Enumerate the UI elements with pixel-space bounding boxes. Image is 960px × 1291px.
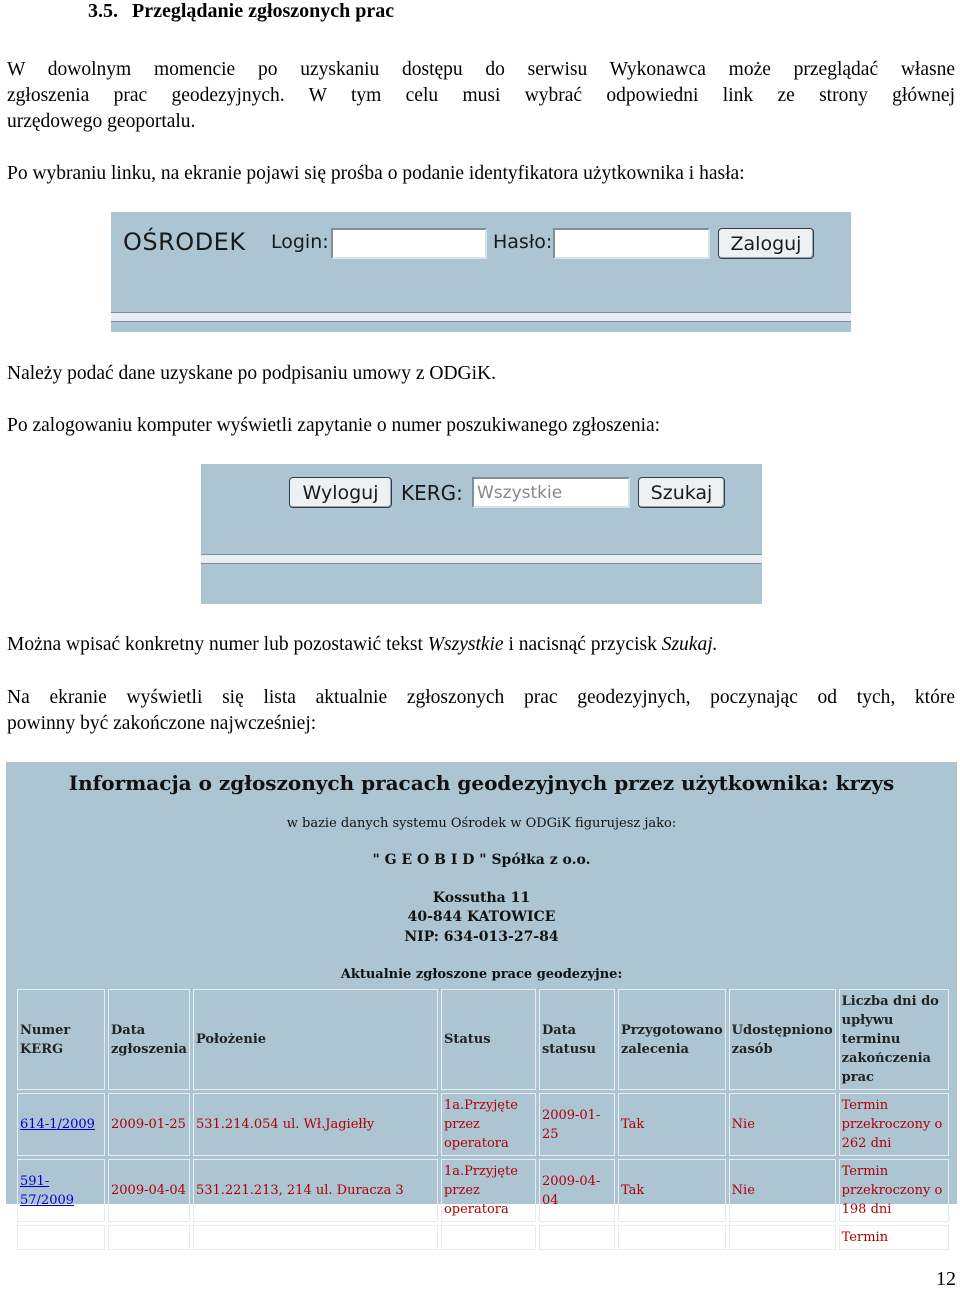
- kerg-label: KERG:: [401, 481, 463, 505]
- logout-button[interactable]: Wyloguj: [289, 477, 392, 508]
- paragraph-5: [7, 632, 955, 658]
- cell-days-left: Termin przekroczony o 198 dni: [839, 1159, 949, 1222]
- paragraph-4: Po zalogowaniu komputer wyświetli zapytanie o numer poszukiwanego zgłoszenia:: [7, 415, 661, 436]
- cell-days-left: Termin: [839, 1225, 949, 1250]
- cell-resource: Nie: [729, 1093, 836, 1156]
- cell-status-date: [539, 1225, 615, 1250]
- panel-divider: [201, 554, 762, 564]
- panel-divider: [111, 312, 851, 322]
- col-header-location: Położenie: [193, 989, 438, 1090]
- cell-resource: [729, 1225, 836, 1250]
- kerg-input-value: Wszystkie: [477, 482, 563, 503]
- address-line-2: 40-844 KATOWICE: [407, 909, 556, 925]
- info-title: Informacja o zgłoszonych pracach geodezyjnych przez użytkownika: krzys: [68, 771, 895, 795]
- brand-logo: OŚRODEK: [123, 228, 246, 256]
- cell-recommendations: Tak: [618, 1159, 726, 1222]
- table-row: [17, 1225, 949, 1250]
- table-row: [17, 1159, 949, 1222]
- col-header-resource: Udostępniono zasób: [729, 989, 836, 1090]
- table-row: [17, 1093, 949, 1156]
- login-input-value: [333, 230, 337, 249]
- cell-date: 2009-04-04: [108, 1159, 190, 1222]
- search-screenshot: [201, 464, 762, 604]
- paragraph-1-line-2: zgłoszenia prac geodezyjnych. W tym celu musi wybrać odpowiedni link ze strony głównej: [7, 85, 955, 106]
- paragraph-2: Po wybraniu linku, na ekranie pojawi się prośba o podanie identyfikatora użytkownika i hasła:: [7, 163, 745, 184]
- cell-date: [108, 1225, 190, 1250]
- col-header-days-left: Liczba dni do upływu terminu zakończenia prac: [839, 989, 949, 1090]
- cell-location: 531.214.054 ul. Wł.Jagiełły: [193, 1093, 438, 1156]
- paragraph-6-line-1: Na ekranie wyświetli się lista aktualnie zgłoszonych prac geodezyjnych, poczynając od tych, które: [7, 687, 955, 708]
- paragraph-1-line-3: urzędowego geoportalu.: [7, 111, 196, 132]
- paragraph-5-text-c: i nacisnąć przycisk: [503, 634, 662, 655]
- cell-status: [441, 1225, 536, 1250]
- password-input-value: [555, 230, 559, 249]
- password-input[interactable]: [553, 228, 710, 259]
- cell-recommendations: Tak: [618, 1093, 726, 1156]
- page-number: 12: [936, 1268, 956, 1290]
- paragraph-5-szukaj: Szukaj.: [661, 634, 718, 655]
- login-label: Login:: [271, 231, 329, 253]
- works-table: [14, 986, 952, 1253]
- paragraph-6-line-2: powinny być zakończone najwcześniej:: [7, 713, 317, 734]
- login-screenshot: [111, 212, 851, 332]
- nip: NIP: 634-013-27-84: [404, 929, 559, 945]
- cell-status-date: 2009-01-25: [539, 1093, 615, 1156]
- company-name: " G E O B I D " Spółka z o.o.: [372, 852, 591, 868]
- col-header-kerg: Numer KERG: [17, 989, 105, 1090]
- cell-date: 2009-01-25: [108, 1093, 190, 1156]
- table-header-row: [17, 989, 949, 1090]
- search-button[interactable]: Szukaj: [638, 477, 725, 508]
- kerg-link[interactable]: 614-1/2009: [20, 1117, 95, 1132]
- cell-status-date: 2009-04-04: [539, 1159, 615, 1222]
- col-header-recommendations: Przygotowano zalecenia: [618, 989, 726, 1090]
- password-label: Hasło:: [493, 231, 553, 253]
- cell-location: [193, 1225, 438, 1250]
- login-button[interactable]: Zaloguj: [718, 228, 814, 259]
- section-title: Przeglądanie zgłoszonych prac: [132, 0, 395, 22]
- col-header-date: Data zgłoszenia: [108, 989, 190, 1090]
- paragraph-5-wszystkie: Wszystkie: [427, 634, 504, 655]
- col-header-status: Status: [441, 989, 536, 1090]
- paragraph-3: Należy podać dane uzyskane po podpisaniu umowy z ODGiK.: [7, 363, 496, 384]
- info-screenshot: [6, 762, 957, 1245]
- cell-status: 1a.Przyjęte przez operatora: [441, 1159, 536, 1222]
- cell-resource: Nie: [729, 1159, 836, 1222]
- address-line-1: Kossutha 11: [432, 890, 531, 906]
- paragraph-1-line-1: W dowolnym momencie po uzyskaniu dostępu do serwisu Wykonawca może przeglądać własne: [7, 59, 955, 80]
- section-heading: [88, 0, 394, 23]
- kerg-link[interactable]: 591-57/2009: [20, 1173, 75, 1208]
- login-input[interactable]: [331, 228, 487, 259]
- cell-days-left: Termin przekroczony o 262 dni: [839, 1093, 949, 1156]
- section-number: 3.5.: [88, 0, 118, 22]
- kerg-input[interactable]: [472, 477, 630, 508]
- info-subtitle: w bazie danych systemu Ośrodek w ODGiK figurujesz jako:: [286, 816, 677, 831]
- col-header-status-date: Data statusu: [539, 989, 615, 1090]
- list-title: Aktualnie zgłoszone prace geodezyjne:: [340, 967, 623, 982]
- cell-location: 531.221.213, 214 ul. Duracza 3: [193, 1159, 438, 1222]
- cell-status: 1a.Przyjęte przez operatora: [441, 1093, 536, 1156]
- paragraph-5-text-a: Można wpisać konkretny numer lub pozostawić tekst: [7, 634, 428, 655]
- cell-recommendations: [618, 1225, 726, 1250]
